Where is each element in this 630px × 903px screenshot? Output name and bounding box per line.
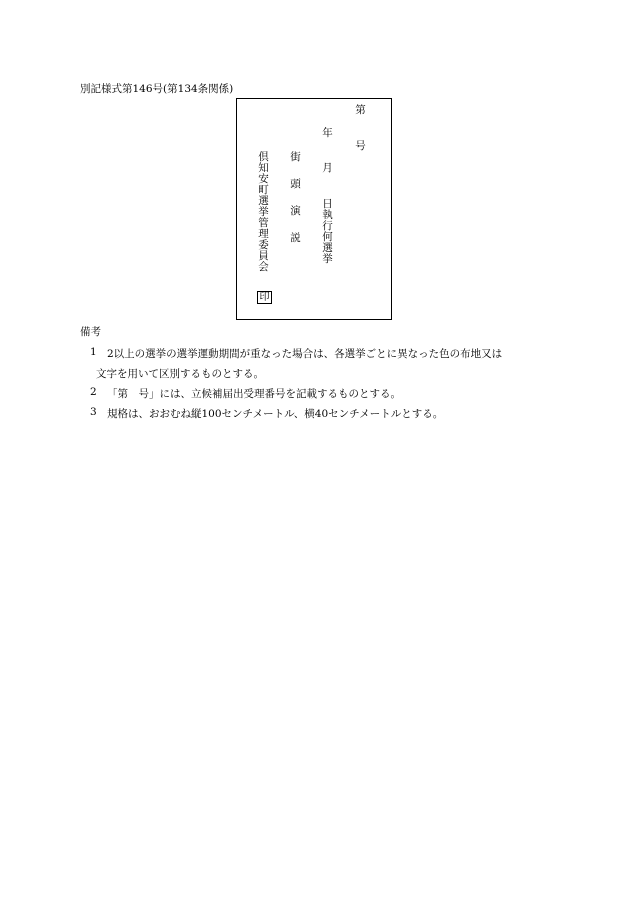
remark-3-number: 3 (90, 406, 97, 418)
form-go: 号 (354, 140, 366, 151)
form-speech: 街 頭 演 説 (289, 151, 301, 246)
seal-stamp: 印 (257, 291, 272, 304)
form-nen: 年 (321, 127, 333, 138)
remark-3-line1: 規格は、おおむね縦100センチメートル、横40センチメートルとする。 (107, 408, 444, 420)
form-caption: 別記様式第146号(第134条関係) (80, 83, 234, 95)
form-committee: 倶知安町選挙管理委員会 (257, 151, 269, 272)
form-execution: 日執行何選挙 (321, 198, 333, 264)
remarks-title: 備考 (80, 326, 101, 338)
form-tsuki: 月 (321, 162, 333, 173)
remark-2-line1: 「第 号」には、立候補届出受理番号を記載するものとする。 (107, 388, 401, 400)
remark-2-number: 2 (90, 386, 97, 398)
form-dai: 第 (354, 104, 366, 115)
remark-1-line1: 2以上の選挙の選挙運動期間が重なった場合は、各選挙ごとに異なった色の布地又は (107, 348, 503, 360)
remark-1-number: 1 (90, 346, 97, 358)
remark-1-line2: 文字を用いて区別するものとする。 (96, 368, 264, 380)
